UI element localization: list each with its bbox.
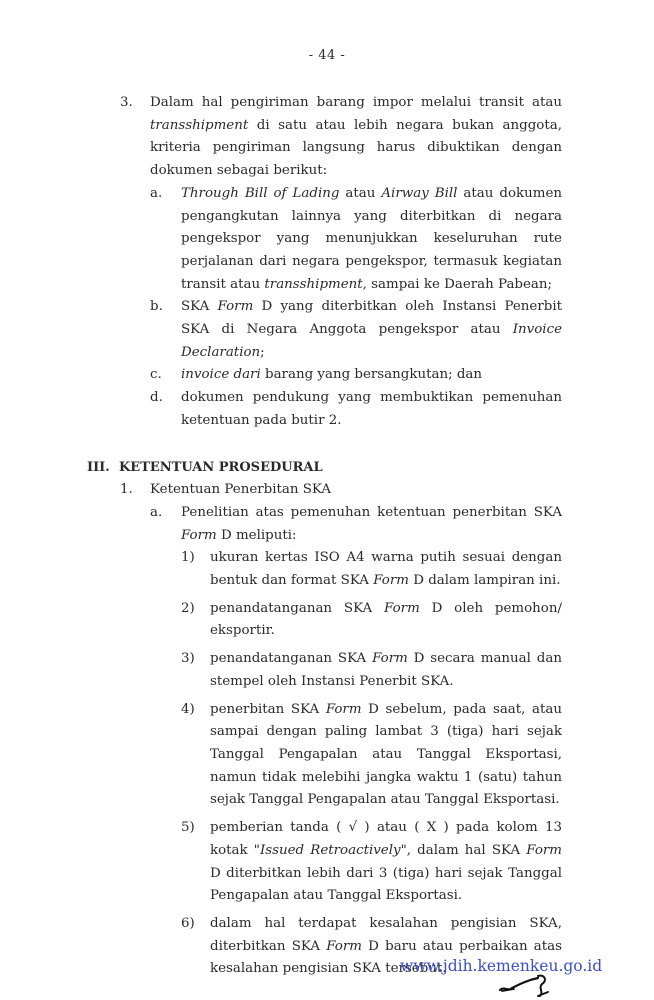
signature-icon bbox=[498, 972, 558, 998]
italic-term: Issued Retroactively bbox=[259, 842, 401, 858]
text-run: di satu atau lebih negara bukan anggota, kriteria pengiriman langsung harus dibuktikan dengan dokumen sebagai berikut: bbox=[150, 117, 562, 179]
point-2 bbox=[0, 598, 654, 643]
point-1 bbox=[0, 547, 654, 592]
item-3d-text: dokumen pendukung yang membuktikan pemenuhan ketentuan pada butir 2. bbox=[181, 390, 562, 428]
italic-term: Form bbox=[326, 938, 362, 954]
text-run: D meliputi: bbox=[216, 527, 297, 543]
list-marker: d. bbox=[150, 390, 163, 406]
text-run: D yang diterbitkan oleh Instansi Penerbit SKA di Negara Anggota pengekspor atau bbox=[181, 299, 562, 338]
italic-term: transshipment bbox=[264, 276, 363, 292]
text-run: atau dokumen pengangkutan lainnya yang diterbitkan di negara pengekspor yang menunjukkan keseluruhan rute perjalanan dari negara pengekspor, termasuk kegiatan transit atau bbox=[181, 185, 562, 292]
text-run: penerbitan SKA bbox=[210, 701, 326, 717]
italic-term: Form bbox=[217, 299, 254, 315]
list-marker: a. bbox=[150, 504, 163, 520]
text-run: D dalam lampiran ini. bbox=[408, 573, 561, 589]
list-item-iii-1 bbox=[0, 479, 654, 502]
text-run: barang yang bersangkutan; dan bbox=[260, 367, 483, 383]
italic-term: transshipment bbox=[150, 117, 249, 133]
list-marker: a. bbox=[150, 185, 163, 201]
italic-term: Form bbox=[384, 600, 420, 616]
text-run: atau bbox=[339, 185, 382, 201]
list-item-3a bbox=[0, 183, 654, 297]
point-5 bbox=[0, 817, 654, 908]
list-item-iii-1a bbox=[0, 502, 654, 547]
italic-term: Form bbox=[325, 701, 362, 717]
section-heading-iii bbox=[0, 457, 654, 480]
point-2-text bbox=[210, 598, 562, 643]
point-4-text bbox=[210, 699, 562, 813]
text-run: penandatanganan SKA bbox=[210, 651, 373, 667]
list-marker: 1. bbox=[120, 482, 133, 498]
point-3 bbox=[0, 648, 654, 693]
text-run: SKA bbox=[181, 299, 218, 315]
section-number: III. bbox=[87, 459, 110, 475]
text-run: , sampai ke Daerah Pabean; bbox=[362, 276, 553, 292]
list-marker: 3) bbox=[181, 651, 195, 667]
text-run: ", dalam hal SKA bbox=[400, 842, 527, 858]
text-run: Dalam hal pengiriman barang impor melalui transit atau bbox=[150, 95, 562, 110]
point-3-text bbox=[210, 648, 562, 693]
page-number: - 44 - bbox=[308, 48, 346, 63]
list-marker: 2) bbox=[181, 600, 195, 616]
point-1-text bbox=[210, 547, 562, 592]
item-3b-text bbox=[181, 296, 562, 364]
list-marker: 3. bbox=[120, 95, 133, 110]
point-4 bbox=[0, 699, 654, 813]
list-item-3 bbox=[0, 92, 654, 183]
italic-term: Through Bill of Lading bbox=[181, 185, 340, 201]
item-3-text bbox=[150, 92, 562, 183]
text-run: dalam hal terdapat kesalahan pengisian SKA, diterbitkan SKA bbox=[210, 915, 562, 954]
list-item-3c bbox=[0, 364, 654, 387]
list-marker: 4) bbox=[181, 701, 195, 717]
italic-term: invoice dari bbox=[181, 367, 261, 383]
list-item-3d bbox=[0, 387, 654, 432]
text-run: ukuran kertas ISO A4 warna putih sesuai dengan bentuk dan format SKA bbox=[210, 550, 562, 589]
item-iii-1a-text bbox=[181, 502, 562, 547]
text-run: penandatanganan SKA bbox=[210, 600, 385, 616]
text-run: D sebelum, pada saat, atau sampai dengan paling lambat 3 (tiga) hari sejak Tanggal Pengapalan atau Tanggal Eksportasi, namun tidak melebihi jangka waktu 1 (satu) tahun sejak Tanggal Pengapalan atau Tanggal Eksportasi. bbox=[210, 701, 563, 808]
item-3c-text bbox=[181, 364, 562, 387]
text-run: Penelitian atas pemenuhan ketentuan penerbitan SKA bbox=[181, 504, 562, 520]
text-run: D baru atau perbaikan atas kesalahan pengisian SKA tersebut. bbox=[210, 938, 562, 977]
list-marker: b. bbox=[150, 299, 163, 315]
list-marker: 5) bbox=[181, 820, 195, 836]
italic-term: Form bbox=[372, 651, 408, 667]
text-run: D diterbitkan lebih dari 3 (tiga) hari sejak Tanggal Pengapalan atau Tanggal Eksportasi. bbox=[210, 865, 562, 904]
italic-term: Airway Bill bbox=[381, 185, 458, 201]
italic-term: Form bbox=[526, 842, 562, 858]
list-marker: c. bbox=[150, 367, 162, 383]
italic-term: Invoice Declaration bbox=[181, 322, 562, 360]
item-iii-1-title: Ketentuan Penerbitan SKA bbox=[150, 482, 332, 498]
document-body bbox=[0, 92, 654, 986]
jdih-website-link[interactable]: www.jdih.kemenkeu.go.id bbox=[400, 957, 603, 975]
list-marker: 1) bbox=[181, 550, 195, 566]
text-run: ; bbox=[260, 344, 265, 360]
section-title: KETENTUAN PROSEDURAL bbox=[119, 459, 323, 475]
list-item-3b bbox=[0, 296, 654, 364]
text-run: pemberian tanda ( √ ) atau ( X ) pada kolom 13 kotak " bbox=[210, 820, 562, 858]
text-run: D oleh pemohon/ eksportir. bbox=[210, 600, 562, 639]
point-5-text bbox=[210, 817, 562, 908]
item-3a-text bbox=[181, 183, 562, 297]
italic-term: Form bbox=[181, 527, 217, 543]
text-run: D secara manual dan stempel oleh Instansi Penerbit SKA. bbox=[210, 651, 562, 689]
list-marker: 6) bbox=[181, 915, 195, 931]
italic-term: Form bbox=[373, 573, 409, 589]
